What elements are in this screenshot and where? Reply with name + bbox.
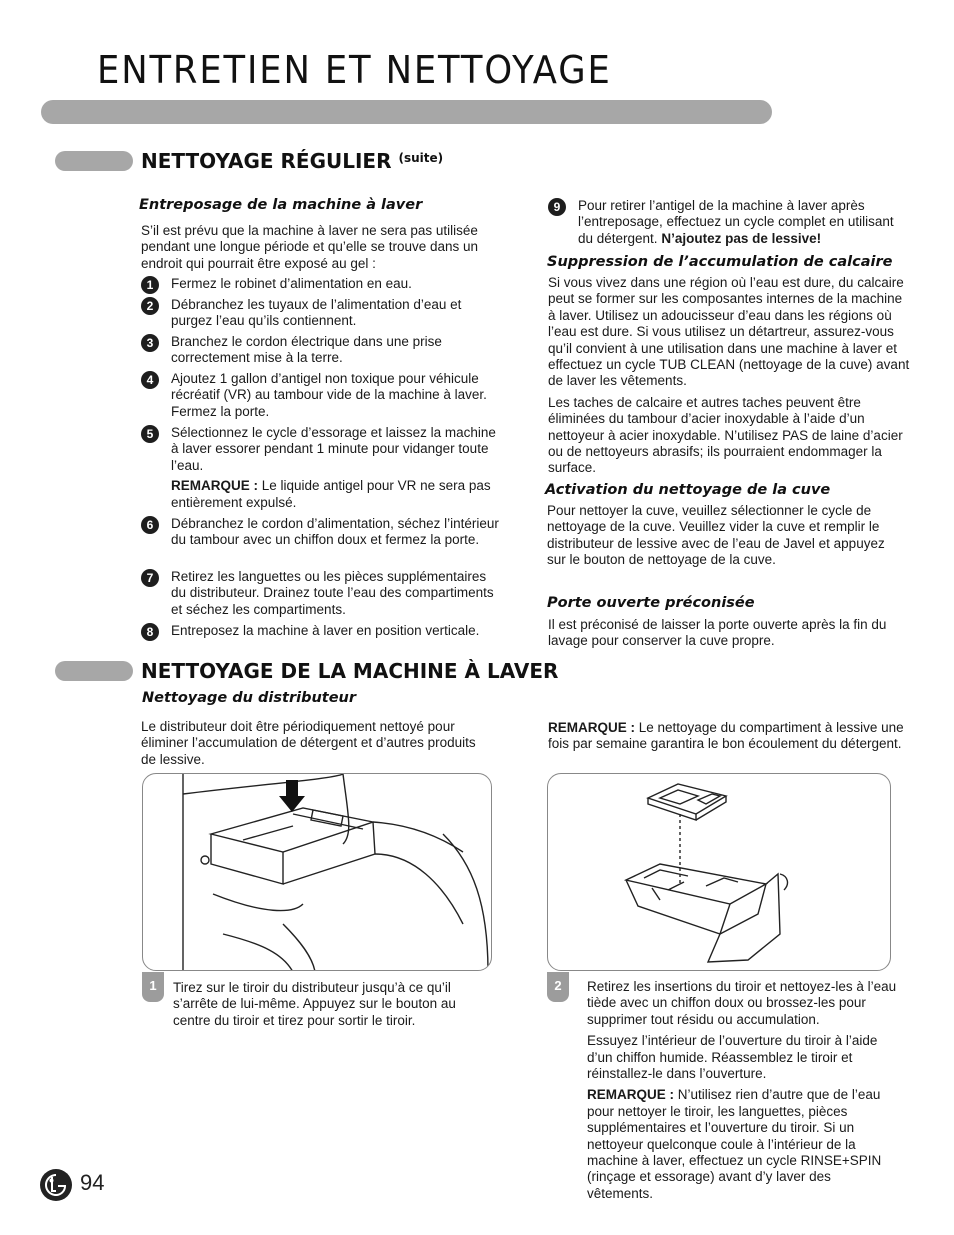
figure-number-tab: 2 (547, 972, 569, 1002)
storage-intro: S’il est prévu que la machine à laver ne sera pas utilisée pendant une longue période et qu’elle se trouve dans un endroit qui pourrait être exposé au gel : (141, 223, 479, 271)
distributeur-note (548, 720, 908, 753)
title-bar-divider (41, 100, 772, 124)
step-number-badge: 8 (141, 623, 159, 641)
down-arrow-icon (279, 780, 305, 812)
calcaire-paragraph-1: Si vous vivez dans une région où l’eau est dure, du calcaire peut se former sur les composantes internes de la machine à laver. Utilisez un adoucisseur d’eau dans les régions où l’eau est dure. Si vous utilisez un détartreur, assurez-vous qu’il convient à une utilisation dans une machine à laver et effectuez un cycle TUB CLEAN (nettoyage de la cuve) avant de laver les vêtements. (548, 275, 910, 389)
note-label: REMARQUE : (171, 478, 258, 494)
figure-number-tab: 1 (142, 972, 164, 1002)
step-number-badge: 4 (141, 371, 159, 389)
figure-2-paragraph-1: Retirez les insertions du tiroir et nettoyez-les à l’eau tiède avec un chiffon doux ou brossez-les pour supprimer tout résidu ou accumulation. (587, 979, 897, 1027)
figure-2-caption (587, 979, 899, 1207)
drawer-inserts-illustration (548, 774, 891, 971)
step-text: Débranchez les tuyaux de l’alimentation d’eau et purgez l’eau qu’ils contiennent. (171, 297, 462, 329)
section-suffix: (suite) (398, 151, 444, 165)
figure-2-note (587, 1087, 899, 1202)
activation-heading: Activation du nettoyage de la cuve (545, 482, 831, 498)
storage-step (141, 371, 501, 420)
note-label: REMARQUE : (587, 1087, 674, 1103)
step-number-badge: 2 (141, 297, 159, 315)
note-label: REMARQUE : (548, 720, 635, 735)
step-number-badge: 1 (141, 276, 159, 294)
step-text: Entreposez la machine à laver en position verticale. (171, 623, 480, 638)
section-title: NETTOYAGE RÉGULIER (141, 149, 392, 173)
step-text: Branchez le cordon électrique dans une prise correctement mise à la terre. (171, 334, 442, 366)
calcaire-text (548, 275, 912, 482)
activation-text: Pour nettoyer la cuve, veuillez sélectionner le cycle de nettoyage de la cuve. Veuillez vider la cuve et remplir le distributeur de lessive avec de l’eau de Javel et appuyez sur le bouton de nettoyage de la cuve. (547, 503, 885, 568)
figure-1-caption: Tirez sur le tiroir du distributeur jusqu’à ce qu’il s’arrête de lui-même. Appuyez sur le bouton au centre du tiroir et tirez pour sortir le tiroir. (173, 980, 456, 1028)
storage-step (141, 516, 501, 549)
step-text: Fermez le robinet d’alimentation en eau. (171, 276, 412, 291)
step-9-text: Pour retirer l’antigel de la machine à laver après l’entreposage, effectuez un cycle complet en utilisant du détergent. (578, 198, 894, 246)
storage-step (141, 334, 501, 367)
note-text: N’utilisez rien d’autre que de l’eau pour nettoyer le tiroir, les languettes, pièces supplémentaires et l’ouverture du tiroir. Si un nettoyeur quelconque coule à l’intérieur de la machine à laver, effectuez un cycle RINSE+SPIN (rinçage et essorage) avant d’y laver des vêtements. (587, 1087, 882, 1201)
storage-step (141, 425, 501, 511)
page-number: 94 (80, 1170, 105, 1195)
step-9-warning: N’ajoutez pas de lessive! (661, 230, 822, 246)
storage-step-9 (548, 198, 908, 247)
distributeur-heading: Nettoyage du distributeur (142, 690, 357, 706)
page-title: ENTRETIEN ET NETTOYAGE (97, 48, 612, 92)
porte-heading: Porte ouverte préconisée (547, 595, 755, 611)
section-pill-decoration (55, 151, 133, 171)
storage-step (141, 569, 501, 618)
storage-heading: Entreposage de la machine à laver (139, 197, 423, 213)
step-number-badge: 5 (141, 425, 159, 443)
step-text: Sélectionnez le cycle d’essorage et laissez la machine à laver essorer pendant 1 minute pour vidanger toute l’eau. (171, 425, 496, 473)
storage-step (141, 623, 501, 639)
step-text: Retirez les languettes ou les pièces supplémentaires du distributeur. Drainez toute l’eau des compartiments et séchez les compartiments. (171, 569, 494, 617)
section-heading-nettoyage-machine: NETTOYAGE DE LA MACHINE À LAVER (141, 659, 559, 683)
step-text: Ajoutez 1 gallon d’antigel non toxique pour véhicule récréatif (VR) au tambour vide de la machine à laver. Fermez la porte. (171, 371, 487, 419)
distributeur-intro: Le distributeur doit être périodiquement nettoyé pour éliminer l’accumulation de détergent et d’autres produits de lessive. (141, 719, 476, 767)
storage-step (141, 276, 501, 292)
note-text: Le liquide antigel pour VR ne sera pas entièrement expulsé. (171, 478, 491, 510)
calcaire-paragraph-2: Les taches de calcaire et autres taches peuvent être éliminées du tambour d’acier inoxydable à l’aide d’un nettoyeur à acier inoxydable. N’utilisez PAS de laine d’acier ou de nettoyeurs abrasifs; ils pourraient endommager la surface. (548, 394, 903, 476)
calcaire-heading: Suppression de l’accumulation de calcaire (547, 254, 893, 270)
dispenser-drawer-illustration (143, 774, 492, 971)
step-number-badge: 3 (141, 334, 159, 352)
section-pill-decoration (55, 661, 133, 681)
figure-drawer-inserts (547, 773, 891, 971)
porte-text: Il est préconisé de laisser la porte ouverte après la fin du lavage pour conserver la cuve propre. (548, 617, 887, 649)
step-number-badge: 6 (141, 516, 159, 534)
step-number-badge: 9 (548, 198, 566, 216)
section-heading-nettoyage-regulier (141, 149, 443, 173)
figure-2-paragraph-2: Essuyez l’intérieur de l’ouverture du tiroir à l’aide d’un chiffon humide. Réassemblez le tiroir et réinstallez-le dans l’ouverture. (587, 1033, 878, 1082)
note-text: Le nettoyage du compartiment à lessive une fois par semaine garantira le bon écoulement du détergent. (548, 720, 904, 752)
figure-dispenser-drawer-pull (142, 773, 492, 971)
step-text: Débranchez le cordon d’alimentation, séchez l’intérieur du tambour avec un chiffon doux et fermez la porte. (171, 516, 499, 548)
storage-step (141, 297, 501, 330)
lg-logo-icon (40, 1169, 72, 1201)
step-text (578, 198, 908, 247)
step-number-badge: 7 (141, 569, 159, 587)
step-note (171, 478, 501, 511)
